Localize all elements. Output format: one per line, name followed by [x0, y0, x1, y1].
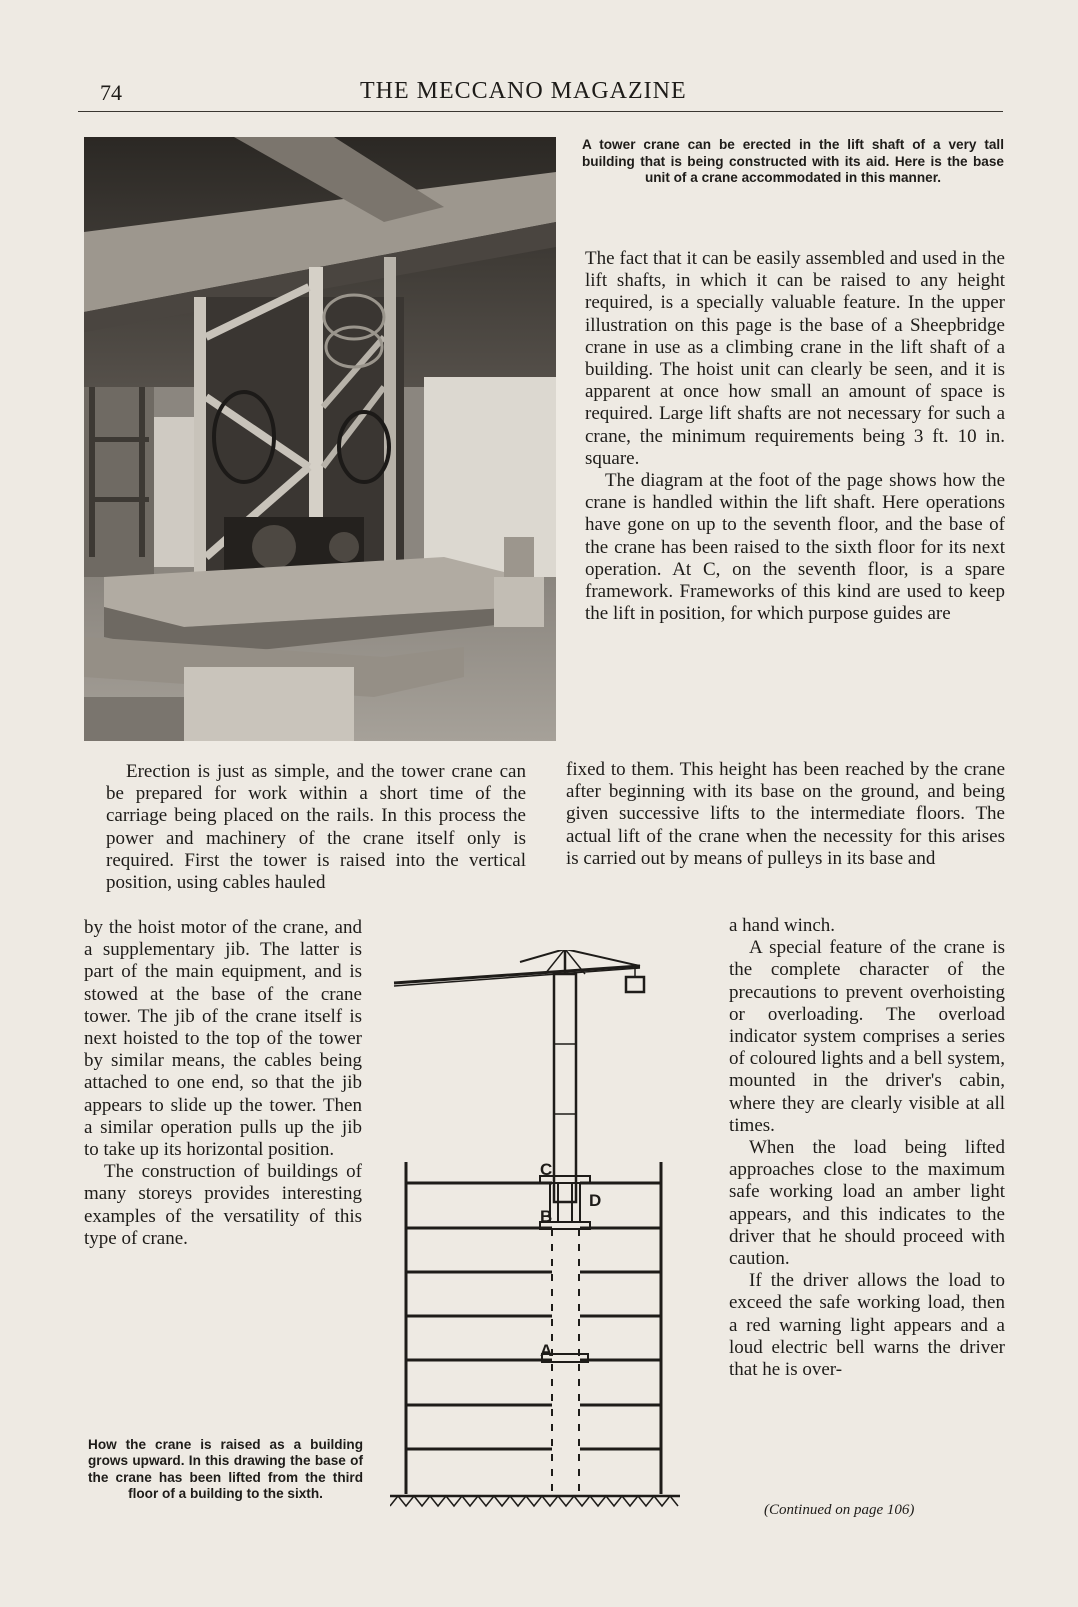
right-column-mid-text: [566, 759, 1005, 870]
paragraph: Erection is just as simple, and the tower crane can be prepared for work within a short time of the carriage being placed on the rails. In this process the power and machinery of the crane itself only is required. First the tower is raised into the vertical position, using cables hauled: [106, 761, 526, 894]
paragraph: The diagram at the foot of the page shows how the crane is handled within the lift shaft. Here operations have gone on up to the seventh floor, and the base of the crane has been raised to the sixth floor for its next operation. At C, on the seventh floor, is a spare framework. Frameworks of this kind are used to keep the lift in position, for which purpose guides are: [585, 470, 1005, 625]
continued-notice: (Continued on page 106): [764, 1502, 915, 1518]
crane-lift-shaft-diagram: [390, 950, 700, 1515]
diagram-label-c: C: [540, 1160, 553, 1179]
photo-caption: A tower crane can be erected in the lift shaft of a very tall building that is being constructed with its aid. Here is the base unit of a crane accommodated in this manner.: [582, 137, 1004, 186]
paragraph: by the hoist motor of the crane, and a supplementary jib. The latter is part of the main equipment, and is stowed at the base of the crane tower. The jib of the crane itself is next hoisted to the top of the tower by similar means, the cables being attached to one end, so that the jib appears to slide up the tower. Then a similar operation pulls up the jib to take up its horizontal position.: [84, 917, 362, 1161]
paragraph: If the driver allows the load to exceed the safe working load, then a red warning light appears and a loud electric bell warns the driver that he is over-: [729, 1270, 1005, 1381]
page-number: 74: [100, 80, 122, 105]
crane-diagram-drawing: [390, 950, 700, 1515]
right-column-top-text: [585, 248, 1005, 625]
paragraph: a hand winch.: [729, 915, 836, 936]
paragraph: When the load being lifted approaches close to the maximum safe working load an amber light appears, and this indicates to the driver that he should proceed with caution.: [729, 1137, 1005, 1270]
diagram-label-a: A: [540, 1341, 553, 1360]
left-column-wide-text: [106, 761, 526, 894]
tower-crane-base-photo-icon: [84, 137, 556, 741]
paragraph: A special feature of the crane is the complete character of the precautions to prevent overhoisting or overloading. The overload indicator system comprises a series of coloured lights and a bell system, mounted in the driver's cabin, where they are clearly visible at all times.: [729, 937, 1005, 1136]
diagram-caption: How the crane is raised as a building grows upward. In this drawing the base of the crane has been lifted from the third floor of a building to the sixth.: [88, 1437, 363, 1501]
left-column-narrow-text: [84, 917, 362, 1250]
crane-base-photo: [84, 137, 556, 741]
running-head: THE MECCANO MAGAZINE: [360, 78, 687, 104]
diagram-label-d: D: [589, 1191, 602, 1210]
paragraph: fixed to them. This height has been reached by the crane after beginning with its base on the ground, and being given successive lifts to the intermediate floors. The actual lift of the crane when the necessity for this arises is carried out by means of pulleys in its base and: [566, 759, 1005, 869]
paragraph: The construction of buildings of many storeys provides interesting examples of the versatility of this type of crane.: [84, 1161, 362, 1249]
diagram-label-b: B: [540, 1207, 553, 1226]
paragraph: The fact that it can be easily assembled and used in the lift shafts, in which it can be raised to any height required, is a specially valuable feature. In the upper illustration on this page is the base of a Sheepbridge crane in use as a climbing crane in the lift shaft of a building. The hoist unit can clearly be seen, and it is apparent at once how small an amount of space is required. Large lift shafts are not necessary for such a crane, the minimum requirements being 3 ft. 10 in. square.: [585, 248, 1005, 469]
header-rule: [78, 111, 1003, 112]
right-column-narrow-text: [729, 915, 1005, 1381]
